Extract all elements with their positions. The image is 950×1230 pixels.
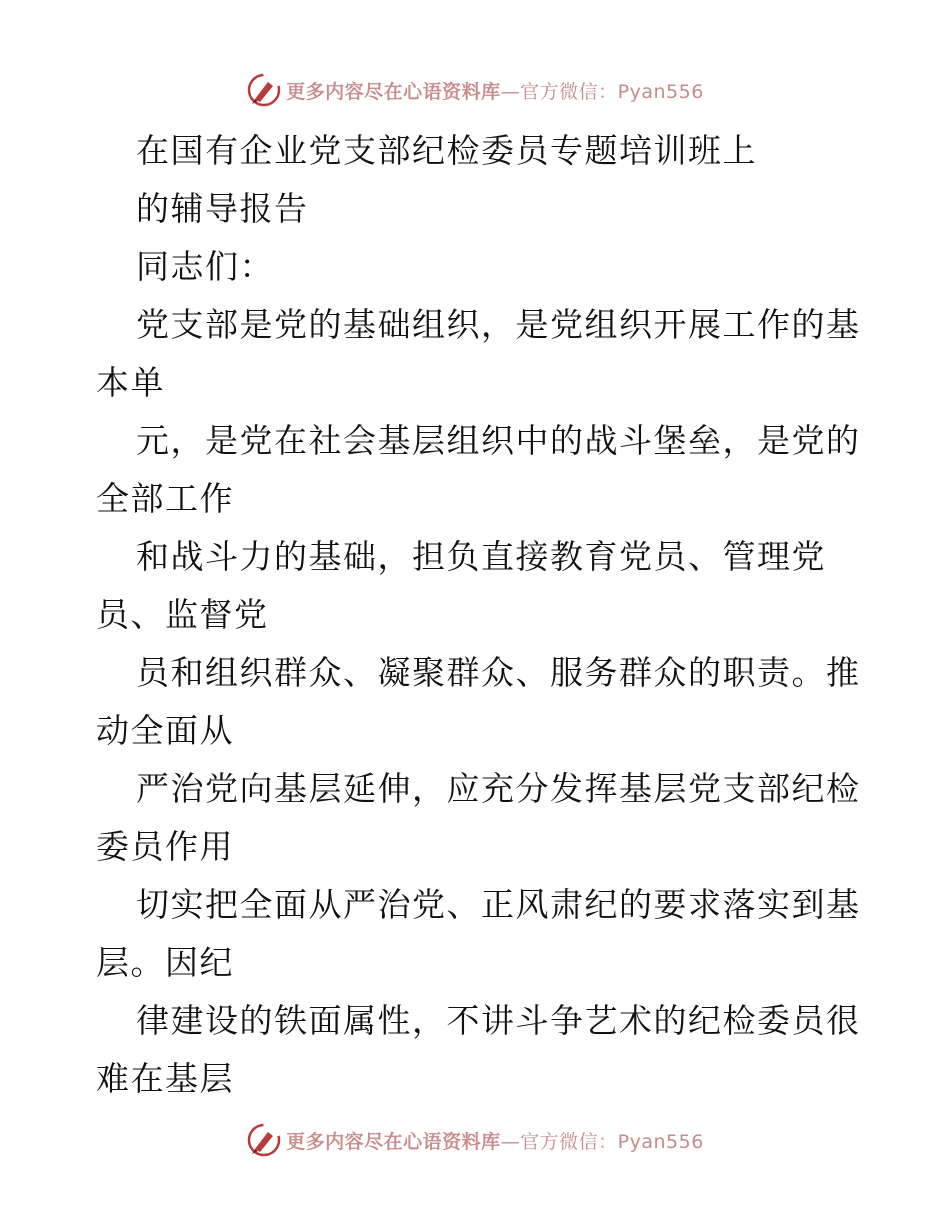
watermark-text: 更多内容尽在心语资料库—官方微信：Pyan556 [286, 1130, 704, 1153]
text-line: 动全面从 [96, 711, 234, 750]
text-line: 和战斗力的基础，担负直接教育党员、管理党 [136, 537, 826, 576]
text-line: 元，是党在社会基层组织中的战斗堡垒，是党的 [136, 421, 861, 460]
text-line: 在国有企业党支部纪检委员专题培训班上 [136, 131, 757, 170]
watermark-text: 更多内容尽在心语资料库—官方微信：Pyan556 [286, 80, 704, 103]
text-line: 层。因纪 [96, 943, 234, 982]
document-body [96, 122, 866, 1108]
text-line: 律建设的铁面属性，不讲斗争艺术的纪检委员很 [136, 1001, 861, 1040]
text-line: 严治党向基层延伸，应充分发挥基层党支部纪检 [136, 769, 861, 808]
footer-watermark [0, 1120, 950, 1160]
text-line: 的辅导报告 [136, 189, 309, 228]
text-line: 难在基层 [96, 1059, 234, 1098]
text-line: 员和组织群众、凝聚群众、服务群众的职责。推 [136, 653, 861, 692]
text-line: 本单 [96, 363, 165, 402]
pen-logo-icon [246, 72, 282, 108]
text-line: 切实把全面从严治党、正风肃纪的要求落实到基 [136, 885, 861, 924]
text-line: 委员作用 [96, 827, 234, 866]
text-line: 同志们： [136, 247, 274, 286]
header-watermark [0, 70, 950, 110]
text-line: 员、监督党 [96, 595, 269, 634]
text-line: 党支部是党的基础组织，是党组织开展工作的基 [136, 305, 861, 344]
text-line: 全部工作 [96, 479, 234, 518]
pen-logo-icon [246, 1122, 282, 1158]
